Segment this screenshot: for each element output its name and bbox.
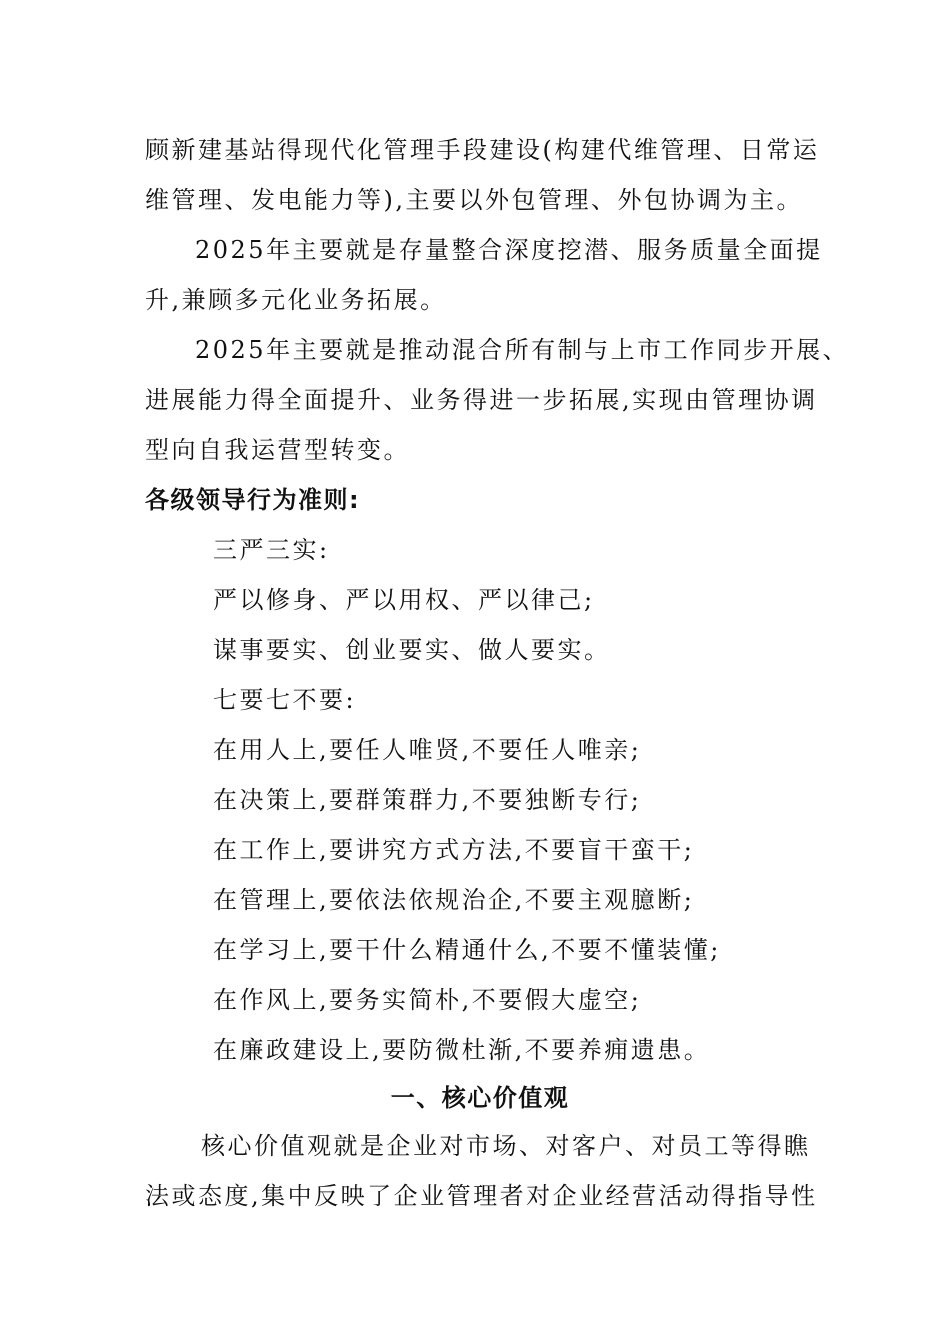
list-item: 在用人上,要任人唯贤,不要任人唯亲; <box>213 736 642 764</box>
paragraph-line: 顾新建基站得现代化管理手段建设(构建代维管理、日常运 <box>145 136 820 164</box>
list-item: 在工作上,要讲究方式方法,不要盲干蛮干; <box>213 836 695 864</box>
list-item: 严以修身、严以用权、严以律己; <box>213 586 595 614</box>
list-item: 谋事要实、创业要实、做人要实。 <box>213 636 611 664</box>
paragraph-line: 2025年主要就是存量整合深度挖潜、服务质量全面提 <box>195 236 823 264</box>
paragraph-line: 法或态度,集中反映了企业管理者对企业经营活动得指导性 <box>145 1182 818 1210</box>
paragraph-line: 核心价值观就是企业对市场、对客户、对员工等得瞧 <box>201 1132 811 1160</box>
list-title: 三严三实: <box>213 536 330 564</box>
list-title: 七要七不要: <box>213 686 357 714</box>
section-heading: 各级领导行为准则: <box>145 486 361 514</box>
paragraph-line: 维管理、发电能力等),主要以外包管理、外包协调为主。 <box>145 186 803 214</box>
list-item: 在决策上,要群策群力,不要独断专行; <box>213 786 642 814</box>
list-item: 在管理上,要依法依规治企,不要主观臆断; <box>213 886 695 914</box>
list-item: 在廉政建设上,要防微杜渐,不要养痈遗患。 <box>213 1036 711 1064</box>
paragraph-line: 型向自我运营型转变。 <box>145 436 410 464</box>
paragraph-line: 进展能力得全面提升、业务得进一步拓展,实现由管理协调 <box>145 386 818 414</box>
paragraph-line: 2025年主要就是推动混合所有制与上市工作同步开展、 <box>195 336 850 364</box>
list-item: 在学习上,要干什么精通什么,不要不懂装懂; <box>213 936 721 964</box>
list-item: 在作风上,要务实简朴,不要假大虚空; <box>213 986 642 1014</box>
chapter-heading: 一、核心价值观 <box>390 1084 570 1112</box>
paragraph-line: 升,兼顾多元化业务拓展。 <box>145 286 447 314</box>
